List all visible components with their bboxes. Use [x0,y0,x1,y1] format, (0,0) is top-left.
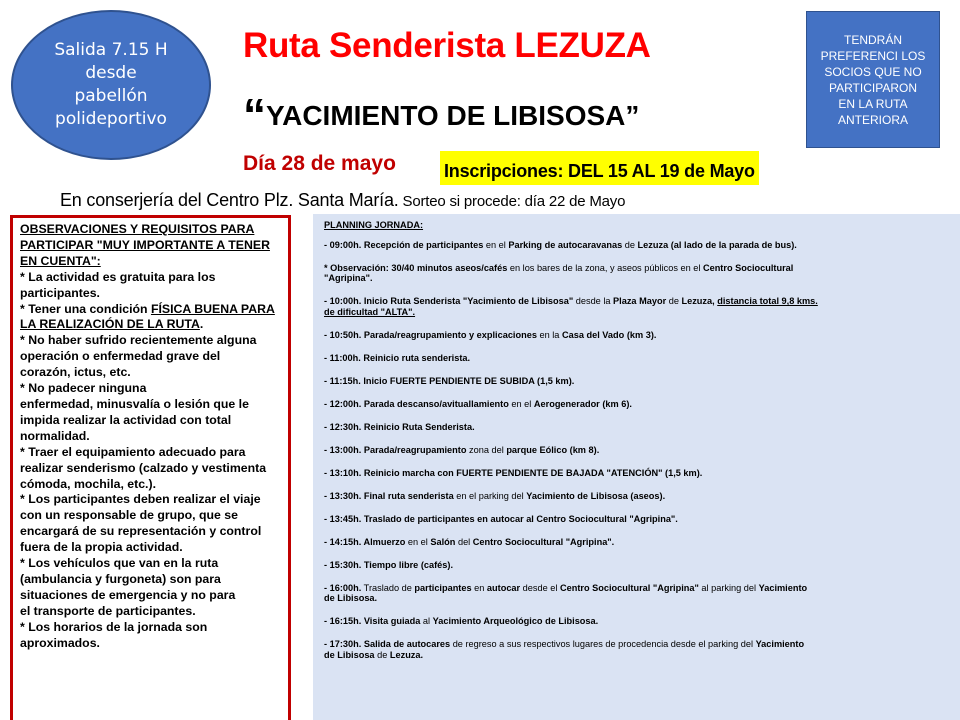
registration-location [60,190,625,211]
schedule-item [324,263,950,284]
schedule-place: de Libisosa. [324,593,378,603]
schedule-text: del [455,536,473,547]
departure-line: polideportivo [55,109,167,129]
members-preference-notice [806,11,940,148]
schedule-place: Centro Sociocultural "Agripina". [472,536,615,547]
schedule-place: de Libisosa [324,649,375,660]
schedule-text: desde el [520,582,560,593]
route-difficulty: de dificultad "ALTA". [324,306,416,317]
location-text: En conserjería del Centro Plz. Santa María. [60,190,399,210]
requirement-line: * Los vehículos que van en la ruta [20,556,219,571]
schedule-text: en el [508,398,534,409]
page-subtitle [243,88,639,142]
schedule-time: - 16:15h. Visita guiada [324,616,421,626]
schedule-time: - 13:30h. Final ruta senderista [324,490,454,501]
requirement-line [20,317,280,333]
schedule-place: Yacimiento [758,582,808,593]
planning-heading: PLANNING JORNADA: [324,220,424,230]
schedule-text: en el [405,536,431,547]
requirements-heading: EN CUENTA": [20,253,101,268]
requirement-line: normalidad. [20,428,90,443]
requirement-line: operación o enfermedad grave del [20,349,221,364]
departure-line: Salida 7.15 H [54,40,168,60]
schedule-item [324,445,950,456]
schedule-time: * Observación: 30/40 minutos aseos/cafés [324,262,508,273]
schedule-text: en la [536,329,562,340]
schedule-time: - 12:00h. Parada descanso/avituallamiento [324,398,509,409]
requirement-line [20,302,280,318]
schedule-item [324,240,950,251]
schedule-text: zona del [466,444,507,455]
schedule-place: parque Eólico [506,444,568,455]
requirement-line: fuera de la propia actividad. [20,540,183,555]
schedule-item [324,422,950,433]
schedule-place: Parking de autocaravanas [508,239,623,250]
requirement-line: * No padecer ninguna [20,381,147,396]
schedule-item [324,330,950,341]
requirement-line: encargará de su representación y control [20,524,262,539]
schedule-text: (km 3). [624,329,657,340]
schedule-text: participantes [414,582,472,593]
schedule-place: Yacimiento Arqueológico de Libisosa. [432,616,599,626]
requirement-line: con un responsable de grupo, que se [20,508,238,523]
subtitle-text: YACIMIENTO DE LIBISOSA” [266,100,640,131]
requirements-heading: OBSERVACIONES Y REQUISITOS PARA [20,222,255,236]
schedule-place: Salón [430,536,456,547]
schedule-place: Centro Sociocultural [702,262,794,273]
page-title: Ruta Senderista LEZUZA [243,26,651,65]
schedule-text: (km 6). [599,398,632,409]
schedule-text: de [666,296,682,306]
schedule-item [324,353,950,364]
requirement-line: * Los horarios de la jornada son [20,619,208,634]
planning-box [313,214,960,720]
schedule-text: al [420,616,433,626]
schedule-item [324,296,950,317]
schedule-item [324,491,950,502]
schedule-item [324,537,950,548]
schedule-place: Lezuza, [681,296,715,306]
schedule-time: - 09:00h. Recepción de participantes [324,239,484,250]
schedule-text: al parking del [698,582,759,593]
schedule-time: - 13:00h. Parada/reagrupamiento [324,444,467,455]
requirement-line: * Traer el equipamiento adecuado para [20,444,246,459]
schedule-item [324,468,950,479]
requirement-line: (ambulancia y furgoneta) son para [20,571,221,586]
notice-line: PREFERENCI LOS [820,48,926,63]
schedule-time: - 10:00h. Inicio Ruta Senderista "Yacimiento de Libisosa" [324,296,574,306]
notice-line: TENDRÁN [843,32,902,47]
notice-line: ANTERIORA [837,112,908,127]
requirement-emphasis: LA REALIZACIÓN DE LA RUTA [20,317,200,332]
schedule-text: de [374,649,390,660]
schedule-place: Lezuza. [389,649,424,660]
requirement-line: participantes. [20,285,100,300]
requirement-text: . [199,317,204,332]
schedule-time: - 13:10h. Reinicio marcha con FUERTE PENDIENTE DE BAJADA "ATENCIÓN" [324,467,663,478]
schedule-text: ruta senderista. [399,352,471,363]
open-quote: “ [243,89,262,141]
requirement-line: impida realizar la actividad con total [20,412,232,427]
requirement-line: * No haber sufrido recientemente alguna [20,333,257,348]
schedule-item [324,560,950,571]
schedule-time: - 16:00h. [324,582,362,593]
schedule-text: de regreso a sus respectivos lugares de procedencia desde el parking del [450,639,756,649]
schedule-item [324,639,950,660]
schedule-text: en el parking del [453,490,527,501]
schedule-time: - 14:15h. Almuerzo [324,536,406,547]
schedule-text: (km 8). [567,444,600,455]
requirements-heading: PARTICIPAR "MUY IMPORTANTE A TENER [20,237,270,252]
schedule-text: autocar [486,582,521,593]
schedule-place: "Agripina". [324,273,373,283]
schedule-text: de [622,239,638,250]
schedule-text: (aseos). [627,490,666,501]
schedule-item [324,376,950,387]
schedule-item [324,514,950,525]
requirements-box [10,215,291,720]
requirement-emphasis: FÍSICA BUENA PARA [150,301,275,316]
schedule-item [324,399,950,410]
schedule-text: desde la [573,296,614,306]
schedule-place: Casa del Vado [561,329,625,340]
schedule-time: - 17:30h. Salida de autocares [324,639,451,649]
requirement-line: realizar senderismo (calzado y vestimenta [20,460,267,475]
departure-line: desde [85,63,137,83]
schedule-text: (1,5 km). [534,375,575,386]
schedule-place: Plaza Mayor [613,296,667,306]
route-distance: distancia total 9,8 kms. [717,296,818,306]
schedule-time: - 11:15h. Inicio FUERTE PENDIENTE DE SUBIDA [324,375,535,386]
schedule-text: en los bares de la zona, y aseos públicos en el [507,262,703,273]
requirement-line: el transporte de participantes. [20,603,196,618]
schedule-text: (al lado de la parada de bus). [668,239,797,250]
notice-line: EN LA RUTA [838,96,908,111]
schedule-text: en [471,582,487,593]
schedule-time: - 15:30h. Tiempo libre (cafés). [324,559,454,570]
requirement-line: corazón, ictus, etc. [20,365,131,380]
event-date: Día 28 de mayo [243,152,396,175]
requirement-line: * La actividad es gratuita para los [20,269,216,284]
schedule-time: - 11:00h. Reinicio [324,352,400,363]
registration-dates: Inscripciones: DEL 15 AL 19 de Mayo [440,151,759,185]
requirement-line: cómoda, mochila, etc.). [20,476,156,491]
schedule-item [324,583,950,604]
requirement-line: situaciones de emergencia y no para [20,587,236,602]
schedule-item [324,616,950,627]
schedule-place: Aerogenerador [533,398,600,409]
notice-line: PARTICIPARON [828,80,917,95]
schedule-place: Lezuza [637,239,669,250]
notice-line: SOCIOS QUE NO [824,64,922,79]
departure-info [11,10,211,160]
requirement-text: * Tener una condición [20,301,151,316]
schedule-time: - 13:45h. Traslado de participantes en autocar al Centro Sociocultural "Agripina". [324,513,678,524]
requirement-line: * Los participantes deben realizar el viaje [20,492,261,507]
schedule-time: - 12:30h. Reinicio Ruta Senderista. [324,421,475,432]
raffle-date: Sorteo si procede: día 22 de Mayo [398,193,626,210]
departure-line: pabellón [74,86,148,106]
schedule-place: Centro Sociocultural "Agripina" [559,582,699,593]
requirement-line: enfermedad, minusvalía o lesión que le [20,396,249,411]
schedule-text: Traslado de [361,582,415,593]
schedule-text: (1,5 km). [662,467,703,478]
schedule-place: Yacimiento [755,639,805,649]
schedule-place: Yacimiento de Libisosa [526,490,628,501]
schedule-time: - 10:50h. Parada/reagrupamiento y explicaciones [324,329,537,340]
requirement-line: aproximados. [20,635,100,650]
schedule-text: en el [483,239,509,250]
